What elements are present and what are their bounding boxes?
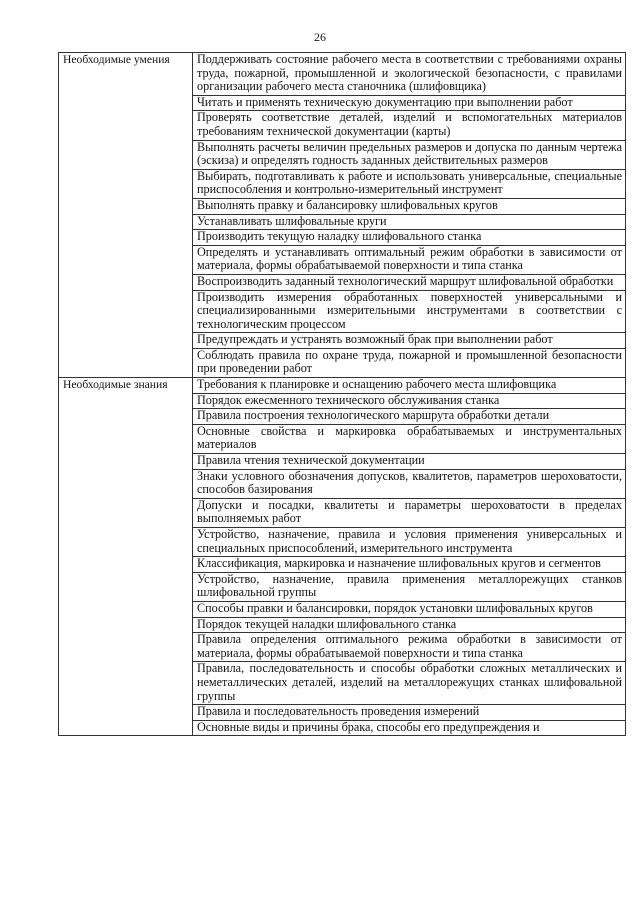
requirement-item: Предупреждать и устранять возможный брак при выполнении работ xyxy=(193,333,626,349)
requirement-item: Способы правки и балансировки, порядок установки шлифовальных кругов xyxy=(193,601,626,617)
requirement-item: Правила определения оптимального режима обработки в зависимости от материала, формы обрабатываемой поверхности и типа станка xyxy=(193,633,626,662)
requirement-item: Допуски и посадки, квалитеты и параметры шероховатости в пределах выполняемых работ xyxy=(193,498,626,527)
requirement-item: Правила, последовательность и способы обработки сложных металлических и неметаллических деталей, изделий на металлорежущих станках шлифовальной группы xyxy=(193,662,626,705)
requirement-item: Определять и устанавливать оптимальный режим обработки в зависимости от материала, формы обрабатываемой поверхности и типа станка xyxy=(193,245,626,274)
requirement-item: Читать и применять техническую документацию при выполнении работ xyxy=(193,95,626,111)
requirement-item: Соблюдать правила по охране труда, пожарной и промышленной безопасности при проведении работ xyxy=(193,348,626,377)
requirement-item: Выполнять правку и балансировку шлифовальных кругов xyxy=(193,198,626,214)
requirements-table xyxy=(58,52,626,736)
requirement-item: Выполнять расчеты величин предельных размеров и допуска по данным чертежа (эскиза) и определять годность заданных действительных размеров xyxy=(193,140,626,169)
requirement-item: Выбирать, подготавливать к работе и использовать универсальные, специальные приспособления и контрольно-измерительный инструмент xyxy=(193,169,626,198)
table-row xyxy=(59,378,626,394)
requirement-item: Устройство, назначение, правила применения металлорежущих станков шлифовальной группы xyxy=(193,572,626,601)
requirement-item: Устанавливать шлифовальные круги xyxy=(193,214,626,230)
table-row xyxy=(59,53,626,96)
requirement-item: Устройство, назначение, правила и условия применения универсальных и специальных приспособлений, измерительного инструмента xyxy=(193,528,626,557)
requirement-item: Воспроизводить заданный технологический маршрут шлифовальной обработки xyxy=(193,274,626,290)
requirement-item: Порядок ежесменного технического обслуживания станка xyxy=(193,393,626,409)
requirements-table-body xyxy=(59,53,626,736)
requirement-item: Производить измерения обработанных поверхностей универсальными и специализированными измерительными инструментами в соответствии с технологическим процессом xyxy=(193,290,626,333)
category-cell: Необходимые умения xyxy=(59,53,193,378)
requirement-item: Основные виды и причины брака, способы его предупреждения и xyxy=(193,720,626,736)
requirement-item: Знаки условного обозначения допусков, квалитетов, параметров шероховатости, способов базирования xyxy=(193,469,626,498)
requirement-item: Поддерживать состояние рабочего места в соответствии с требованиями охраны труда, пожарной, промышленной и экологической безопасности, с правилами организации рабочего места станочника (шлифовщика) xyxy=(193,53,626,96)
page-number: 26 xyxy=(314,30,326,44)
requirement-item: Классификация, маркировка и назначение шлифовальных кругов и сегментов xyxy=(193,557,626,573)
requirement-item: Основные свойства и маркировка обрабатываемых и инструментальных материалов xyxy=(193,424,626,453)
requirement-item: Порядок текущей наладки шлифовального станка xyxy=(193,617,626,633)
requirement-item: Правила чтения технической документации xyxy=(193,454,626,470)
requirement-item: Правила и последовательность проведения измерений xyxy=(193,705,626,721)
requirement-item: Правила построения технологического маршрута обработки детали xyxy=(193,409,626,425)
requirement-item: Проверять соответствие деталей, изделий и вспомогательных материалов требованиям технической документации (карты) xyxy=(193,111,626,140)
category-cell: Необходимые знания xyxy=(59,378,193,736)
requirement-item: Требования к планировке и оснащению рабочего места шлифовщика xyxy=(193,378,626,394)
requirement-item: Производить текущую наладку шлифовального станка xyxy=(193,230,626,246)
